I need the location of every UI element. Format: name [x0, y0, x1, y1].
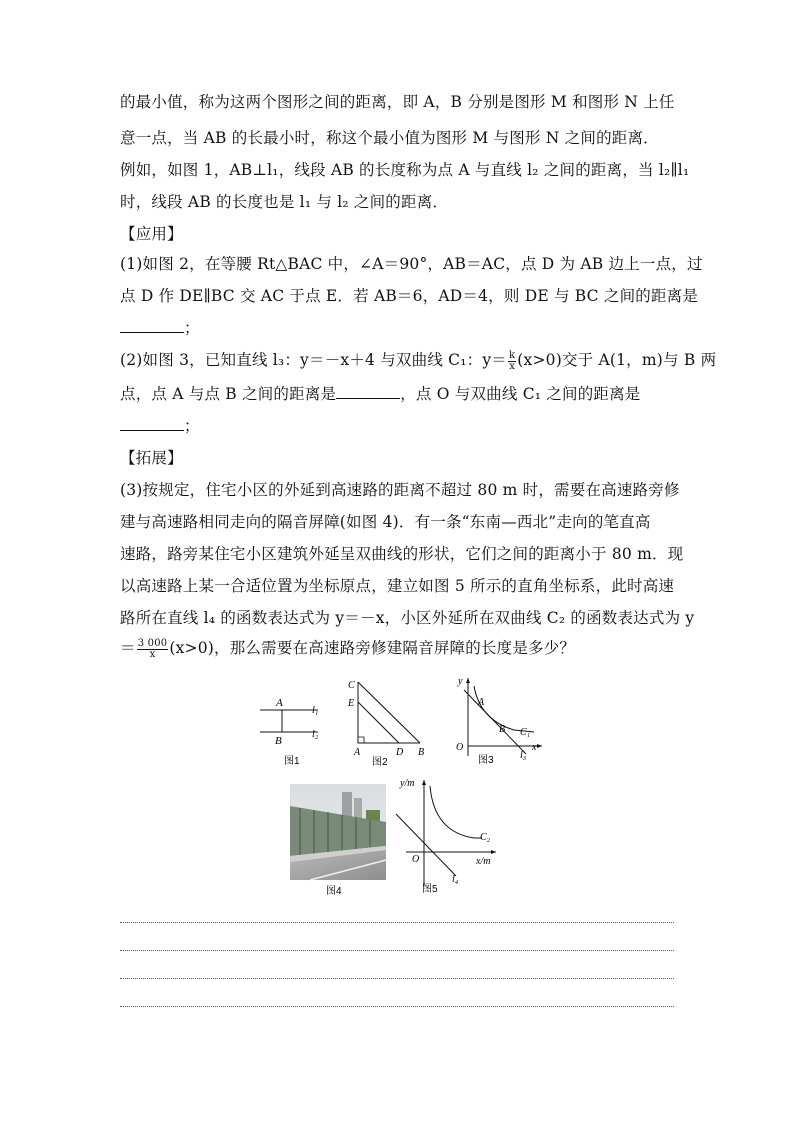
figure-2 — [340, 676, 430, 771]
answer-writing-line[interactable] — [120, 950, 674, 951]
label-l3: l₃ — [520, 750, 527, 761]
label-l2: l₂ — [312, 729, 319, 740]
fraction: $\frac{3 000}{x}$ — [137, 637, 168, 660]
figure-caption: 图3 — [478, 755, 494, 766]
answer-blank[interactable] — [120, 318, 184, 333]
figure-caption: 图4 — [326, 886, 342, 897]
label-C1: C₁ — [520, 727, 531, 738]
label-C2: C₂ — [480, 832, 491, 843]
answer-writing-line[interactable] — [120, 1006, 674, 1007]
answer-line: ； — [120, 416, 680, 436]
label-C: C — [348, 680, 355, 691]
text-line: 时，线段 AB 的长度也是 l₁ 与 l₂ 之间的距离． — [120, 193, 449, 211]
label-O: O — [412, 854, 420, 865]
text-line: (1)如图 2，在等腰 Rt△BAC 中，∠A＝90°，AB＝AC，点 D 为 AB 边上一点，过 — [120, 255, 703, 273]
text-line: 点 D 作 DE∥BC 交 AC 于点 E．若 AB＝6，AD＝4，则 DE 与 BC 之间的距离是 — [120, 287, 699, 305]
label-A: A — [478, 697, 485, 708]
figure-caption: 图2 — [372, 757, 388, 768]
text-line: ＝ $\frac{3 000}{x}$ (x>0)，那么需要在高速路旁修建隔音屏障的长度是多少？ — [120, 637, 576, 660]
text-line: (2)如图 3，已知直线 l₃：y＝－x＋4 与双曲线 C₁：y＝ $\frac{k}{x}$ (x>0)交于 A(1，m)与 B 两 — [120, 349, 717, 372]
text-line: 以高速路上某一合适位置为坐标原点，建立如图 5 所示的直角坐标系，此时高速 — [120, 577, 675, 595]
text-line: 的最小值，称为这两个图形之间的距离，即 A，B 分别是图形 M 和图形 N 上任 — [120, 93, 675, 111]
label-B: B — [275, 735, 282, 747]
label-l1: l₁ — [312, 705, 319, 716]
section-heading-apply: 【应用】 — [120, 225, 183, 243]
figure-1 — [254, 690, 334, 770]
label-A: A — [276, 697, 283, 709]
figure-caption: 图1 — [284, 756, 300, 767]
text-line: 路所在直线 l₄ 的函数表达式为 y＝－x，小区外延所在双曲线 C₂ 的函数表达式为 y — [120, 609, 695, 627]
text-line: 建与高速路相同走向的隔音屏障(如图 4)．有一条“东南—西北”走向的笔直高 — [120, 513, 651, 531]
label-B: B — [418, 747, 425, 758]
label-D: D — [396, 747, 404, 758]
text-line: 点，点 A 与点 B 之间的距离是 ，点 O 与双曲线 C₁ 之间的距离是 — [120, 385, 641, 403]
answer-writing-line[interactable] — [120, 922, 674, 923]
figure-4 — [290, 784, 386, 898]
label-E: E — [348, 698, 355, 709]
label-O: O — [456, 742, 464, 753]
figure-5 — [396, 774, 504, 898]
label-x: x — [532, 742, 537, 753]
answer-blank[interactable] — [120, 416, 184, 431]
section-heading-extend: 【拓展】 — [120, 449, 183, 467]
fraction: $\frac{k}{x}$ — [509, 349, 516, 372]
text-line: 意一点，当 AB 的长最小时，称这个最小值为图形 M 与图形 N 之间的距离． — [120, 129, 659, 147]
label-A: A — [354, 747, 361, 758]
label-l4: l₄ — [452, 874, 459, 885]
answer-line: ； — [120, 318, 680, 338]
label-y: y — [458, 676, 463, 687]
answer-writing-line[interactable] — [120, 978, 674, 979]
text-line: 速路，路旁某住宅小区建筑外延呈双曲线的形状，它们之间的距离小于 80 m．现 — [120, 545, 684, 563]
answer-blank[interactable] — [336, 384, 400, 399]
label-B: B — [499, 724, 506, 735]
label-x-axis: x/m — [476, 856, 491, 867]
text-line: (3)按规定，住宅小区的外延到高速路的距离不超过 80 m 时，需要在高速路旁修 — [120, 481, 680, 499]
figure-3 — [450, 674, 550, 771]
figure-caption: 图5 — [422, 884, 438, 895]
label-y-axis: y/m — [400, 778, 415, 789]
text-line: 例如，如图 1，AB⊥l₁，线段 AB 的长度称为点 A 与直线 l₂ 之间的距离，当 l₂∥l₁ — [120, 161, 690, 179]
